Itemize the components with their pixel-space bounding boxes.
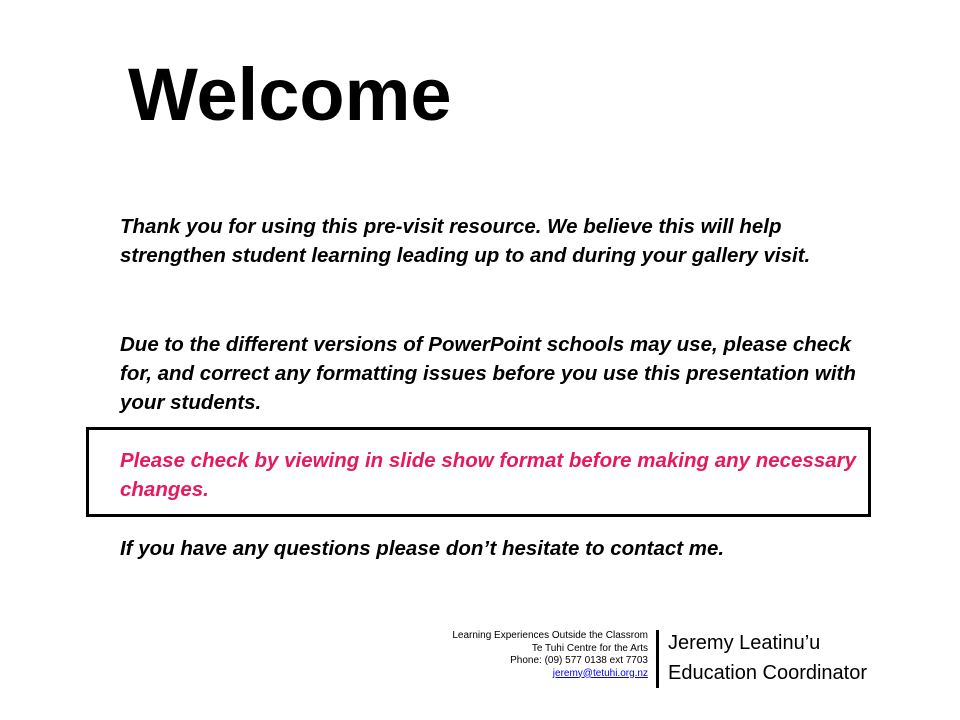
intro-paragraph: Thank you for using this pre-visit resource. We believe this will help strengthen student learning leading up to and during your gallery visit. [120,215,811,267]
contact-role: Education Coordinator [668,662,868,684]
signature-block [668,628,867,688]
contact-details [380,630,648,680]
phone-line: Phone: (09) 577 0138 ext 7703 [510,655,648,666]
email-link[interactable]: jeremy@tetuhi.org.nz [552,667,648,679]
highlight-note: Please check by viewing in slide show format before making any necessary changes. [120,449,857,501]
footer-divider [656,630,659,688]
organisation-line: Te Tuhi Centre for the Arts [531,642,648,654]
program-line: Learning Experiences Outside the Classrom [452,630,648,641]
closing-paragraph: If you have any questions please don’t hesitate to contact me. [120,537,725,560]
formatting-paragraph: Due to the different versions of PowerPoint schools may use, please check for, and correct any formatting issues before you use this presentation with your students. [120,333,856,414]
contact-name: Jeremy Leatinu’u [668,632,821,654]
slide-title: Welcome [128,53,452,136]
